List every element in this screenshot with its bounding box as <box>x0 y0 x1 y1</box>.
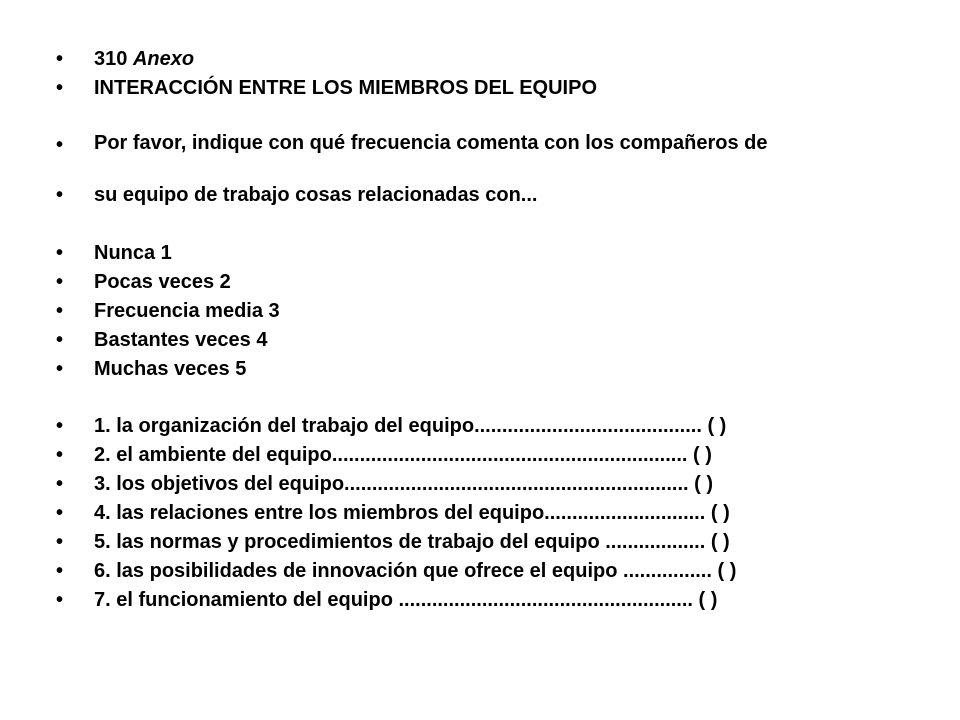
bullet: • <box>56 184 64 206</box>
question-text: 4. las relaciones entre los miembros del equipo............................. ( ) <box>94 502 730 524</box>
bullet: • <box>56 300 64 322</box>
page-number: 310 <box>94 48 128 70</box>
bullet: • <box>56 48 64 70</box>
scale-item <box>56 242 916 264</box>
instruction-line-2 <box>56 184 916 206</box>
anexo-label: Anexo <box>132 48 195 70</box>
bullet: • <box>56 77 64 99</box>
header-line <box>56 48 916 70</box>
bullet: • <box>56 329 64 351</box>
scale-item <box>56 358 916 380</box>
question-text: 6. las posibilidades de innovación que ofrece el equipo ................ ( ) <box>94 560 737 582</box>
question-text: 1. la organización del trabajo del equipo......................................... ( ) <box>94 415 727 437</box>
question-item <box>56 444 916 466</box>
bullet: • <box>56 134 64 156</box>
bullet: • <box>56 531 64 553</box>
scale-item <box>56 271 916 293</box>
question-text: 3. los objetivos del equipo.............................................................. ( ) <box>94 473 713 495</box>
title-line <box>56 77 916 99</box>
scale-label: Frecuencia media 3 <box>94 300 280 322</box>
question-text: 2. el ambiente del equipo................................................................ ( ) <box>94 444 712 466</box>
scale-item <box>56 300 916 322</box>
question-text: 5. las normas y procedimientos de trabajo del equipo .................. ( ) <box>94 531 730 553</box>
bullet: • <box>56 271 64 293</box>
bullet: • <box>56 560 64 582</box>
scale-item <box>56 329 916 351</box>
bullet: • <box>56 473 64 495</box>
scale-label: Pocas veces 2 <box>94 271 231 293</box>
instruction-text-2: su equipo de trabajo cosas relacionadas con... <box>94 184 538 206</box>
question-item <box>56 560 916 582</box>
bullet: • <box>56 415 64 437</box>
page-header <box>94 48 916 70</box>
question-item <box>56 589 916 611</box>
question-text: 7. el funcionamiento del equipo ..................................................... ( ) <box>94 589 718 611</box>
bullet: • <box>56 242 64 264</box>
scale-label: Nunca 1 <box>94 242 172 264</box>
bullet: • <box>56 444 64 466</box>
instruction-line-1 <box>56 134 916 156</box>
question-item <box>56 415 916 437</box>
question-item <box>56 473 916 495</box>
question-item <box>56 531 916 553</box>
question-item <box>56 502 916 524</box>
bullet: • <box>56 502 64 524</box>
scale-label: Bastantes veces 4 <box>94 329 268 351</box>
section-title: INTERACCIÓN ENTRE LOS MIEMBROS DEL EQUIPO <box>94 77 597 99</box>
instruction-text-1: Por favor, indique con qué frecuencia comenta con los compañeros de <box>94 132 768 154</box>
bullet: • <box>56 358 64 380</box>
bullet: • <box>56 589 64 611</box>
scale-label: Muchas veces 5 <box>94 358 247 380</box>
